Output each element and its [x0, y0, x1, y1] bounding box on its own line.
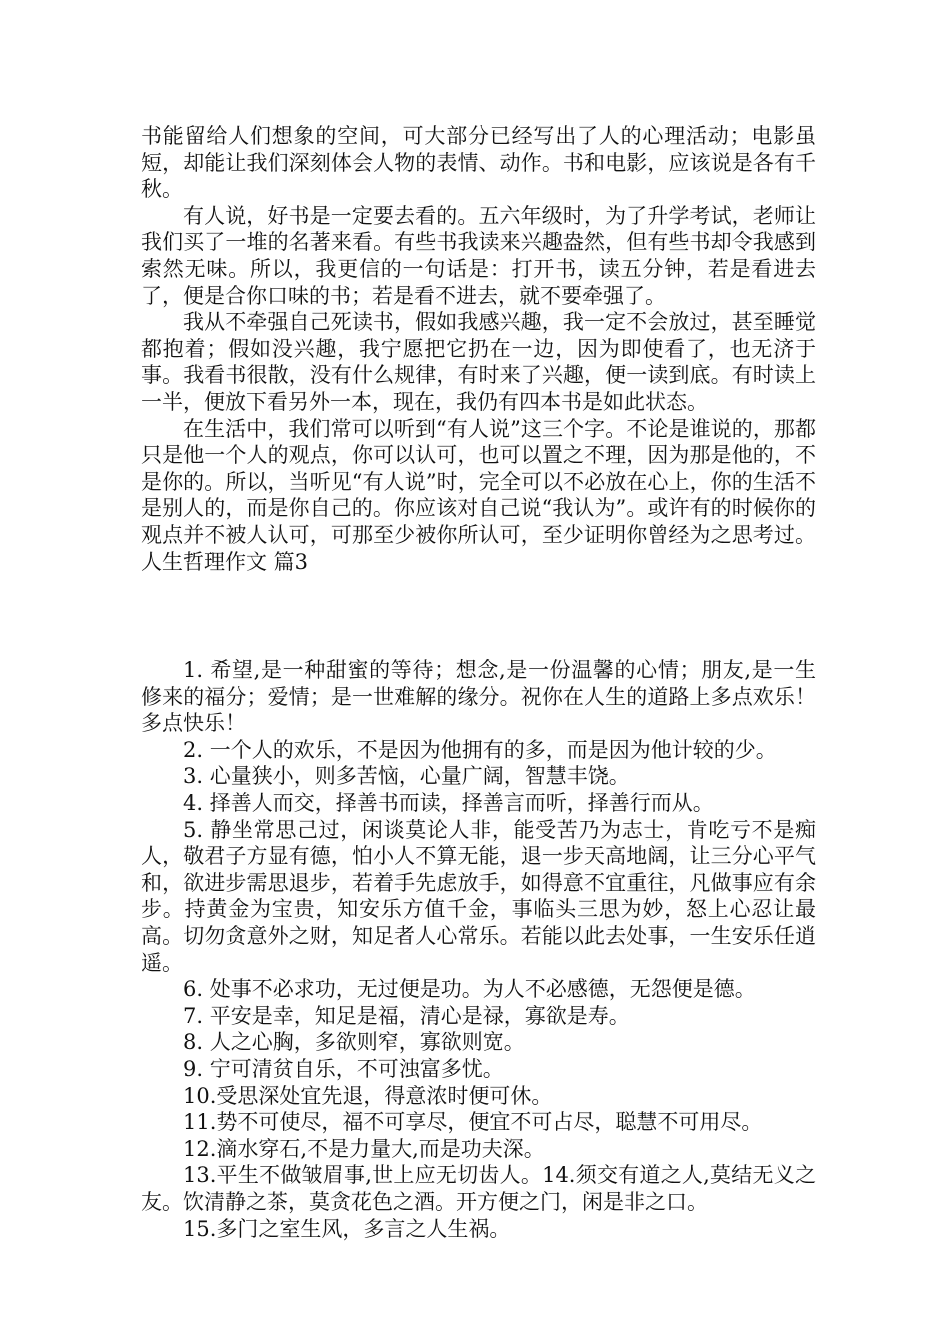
quote-item-9: 9. 宁可清贫自乐，不可浊富多忧。 [183, 1057, 504, 1081]
quote-item-6: 6. 处事不必求功，无过便是功。为人不必感德，无怨便是德。 [183, 977, 756, 1002]
paragraph-reading-habits: 我从不牵强自己死读书，假如我感兴趣，我一定不会放过，甚至睡觉都抱着；假如没兴趣，我宁愿把它扔在一边，因为即使看了，也无济于事。我看书很散，没有什么规律，有时来了兴趣，便一读到底。有时读上一半，便放下看另外一本，现在，我仍有四本书是如此状态。 [141, 310, 816, 414]
document-page [141, 123, 816, 1242]
quote-item-3: 3. 心量狭小，则多苦恼，心量广阔，智慧丰饶。 [183, 764, 630, 789]
section-gap [141, 575, 816, 657]
paragraph-someone-says: 在生活中，我们常可以听到“有人说”这三个字。不论是谁说的，那都只是他一个人的观点，你可以认可，也可以置之不理，因为那是他的，不是你的。所以，当听见“有人说”时，完全可以不必放在心上，你的生活不是别人的，而是你自己的。你应该对自己说“我认为”。或许有的时候你的观点并不被人认可，可那至少被你所认可，至少证明你曾经为之思考过。人生哲理作文 篇3 [141, 416, 816, 574]
paragraph-books-vs-movies: 书能留给人们想象的空间，可大部分已经写出了人的心理活动；电影虽短，却能让我们深刻体会人物的表情、动作。书和电影，应该说是各有千秋。 [141, 124, 816, 202]
quote-item-15: 15.多门之室生风，多言之人生祸。 [183, 1216, 511, 1241]
quote-item-5: 5. 静坐常思己过，闲谈莫论人非，能受苦乃为志士，肯吃亏不是痴人，敬君子方显有德，怕小人不算无能，退一步天高地阔，让三分心平气和，欲进步需思退步，若着手先虑放手，如得意不宜重往，凡做事应有余步。持黄金为宝贵，知安乐方值千金，事临头三思为妙，怒上心忍让最高。切勿贪意外之财，知足者人心常乐。若能以此去处事，一生安乐任逍遥。 [141, 817, 816, 975]
paragraph-good-books: 有人说，好书是一定要去看的。五六年级时，为了升学考试，老师让我们买了一堆的名著来看。有些书我读来兴趣盎然，但有些书却令我感到索然无味。所以，我更信的一句话是：打开书，读五分钟，若是看进去了，便是合你口味的书；若是看不进去，就不要牵强了。 [141, 203, 816, 308]
quote-item-12: 12.滴水穿石,不是力量大,而是功夫深。 [183, 1136, 545, 1161]
quote-item-4: 4. 择善人而交，择善书而读，择善言而听，择善行而从。 [183, 791, 714, 816]
quote-item-11: 11.势不可使尽，福不可享尽，便宜不可占尽，聪慧不可用尽。 [183, 1110, 763, 1135]
quote-item-7: 7. 平安是幸，知足是福，清心是禄，寡欲是寿。 [183, 1003, 630, 1028]
quote-item-8: 8. 人之心胸，多欲则窄，寡欲则宽。 [183, 1030, 525, 1055]
quote-item-10: 10.受思深处宜先退，得意浓时便可休。 [183, 1083, 553, 1108]
quote-item-2: 2. 一个人的欢乐，不是因为他拥有的多，而是因为他计较的少。 [183, 737, 777, 762]
quote-item-13-14: 13.平生不做皱眉事,世上应无切齿人。14.须交有道之人,莫结无义之友。饮清静之茶，莫贪花色之酒。开方便之门，闲是非之口。 [141, 1163, 816, 1214]
quote-item-1: 1. 希望,是一种甜蜜的等待；想念,是一份温馨的心情；朋友,是一生修来的福分；爱情；是一世难解的缘分。祝你在人生的道路上多点欢乐！多点快乐！ [141, 658, 816, 736]
